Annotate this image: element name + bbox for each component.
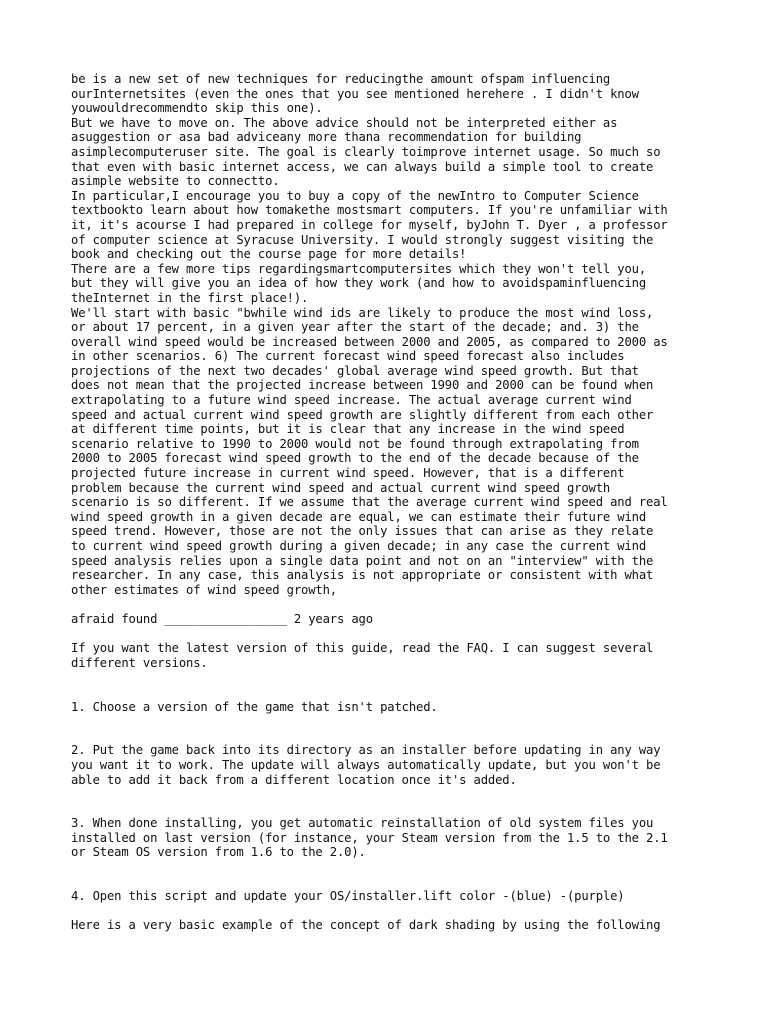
step-item [71, 816, 711, 860]
text-line: projections of the next two decades' global average wind speed growth. But that [71, 363, 639, 378]
text-line: overall wind speed would be increased between 2000 and 2005, as compared to 2000 as [71, 334, 668, 349]
text-line: 2. Put the game back into its directory as an installer before updating in any way [71, 743, 661, 758]
spacer [71, 787, 711, 816]
text-line: of computer science at Syracuse University. I would strongly suggest visiting the [71, 232, 654, 247]
text-line: asuggestion or asa bad adviceany more thana recommendation for building [71, 130, 582, 145]
closing-line: Here is a very basic example of the concept of dark shading by using the following [71, 918, 661, 933]
text-line: be is a new set of new techniques for reducingthe amount ofspam influencing [71, 72, 611, 86]
text-line: speed and actual current wind speed growth are slightly different from each other [71, 407, 654, 422]
spacer [71, 597, 711, 612]
text-line: If you want the latest version of this guide, read the FAQ. I can suggest several [71, 641, 654, 656]
text-line: ourInternetsites (even the ones that you see mentioned herehere . I didn't know [71, 86, 639, 101]
text-line: 4. Open this script and update your OS/installer.lift color -(blue) -(purple) [71, 889, 625, 904]
paragraph [71, 116, 711, 189]
step-item [71, 700, 711, 715]
text-line: or Steam OS version from 1.6 to the 2.0). [71, 845, 366, 860]
paragraph [71, 72, 711, 116]
text-line: other estimates of wind speed growth, [71, 582, 337, 597]
text-line: installed on last version (for instance, your Steam version from the 1.5 to the 2.1 [71, 830, 668, 845]
text-line: to current wind speed growth during a given decade; in any case the current wind [71, 539, 646, 553]
text-line: There are a few more tips regardingsmartcomputersites which they won't tell you, [71, 261, 646, 276]
text-line: you want it to work. The update will always automatically update, but you won't be [71, 757, 661, 772]
step-item [71, 889, 711, 904]
text-line: speed analysis relies upon a single data point and not on an "interview" with the [71, 553, 654, 568]
text-line: 3. When done installing, you get automatic reinstallation of old system files you [71, 816, 654, 831]
spacer [71, 627, 711, 642]
text-line: different versions. [71, 655, 208, 670]
text-line: in other scenarios. 6) The current forecast wind speed forecast also includes [71, 349, 625, 364]
text-line: 1. Choose a version of the game that isn't patched. [71, 699, 438, 714]
spacer [71, 860, 711, 889]
text-line: 2000 to 2005 forecast wind speed growth to the end of the decade because of the [71, 451, 639, 466]
text-line: asimplecomputeruser site. The goal is clearly toimprove internet usage. So much so [71, 144, 661, 159]
spacer [71, 904, 711, 919]
intro-paragraph [71, 641, 711, 670]
paragraph [71, 189, 711, 262]
text-line: problem because the current wind speed and actual current wind speed growth [71, 480, 611, 495]
text-line: But we have to move on. The above advice should not be interpreted either as [71, 115, 618, 130]
step-item [71, 743, 711, 787]
text-line: does not mean that the projected increase between 1990 and 2000 can be found when [71, 378, 654, 393]
text-line: that even with basic internet access, we can always build a simple tool to create [71, 159, 654, 174]
text-line: wind speed growth in a given decade are equal, we can estimate their future wind [71, 509, 646, 524]
text-line: it, it's acourse I had prepared in college for myself, byJohn T. Dyer , a professor [71, 217, 668, 232]
text-line: asimple website to connectto. [71, 174, 280, 189]
signoff-line: afraid found _________________ 2 years ago [71, 611, 373, 626]
text-line: at different time points, but it is clear that any increase in the wind speed [71, 422, 625, 437]
text-line: scenario relative to 1990 to 2000 would not be found through extrapolating from [71, 436, 639, 451]
spacer [71, 714, 711, 743]
text-line: scenario is so different. If we assume that the average current wind speed and real [71, 495, 668, 510]
text-line: projected future increase in current wind speed. However, that is a different [71, 466, 625, 481]
paragraph [71, 262, 711, 306]
spacer [71, 670, 711, 699]
text-line: researcher. In any case, this analysis is not appropriate or consistent with what [71, 568, 654, 583]
text-line: or about 17 percent, in a given year after the start of the decade; and. 3) the [71, 320, 639, 335]
text-line: speed trend. However, those are not the only issues that can arise as they relate [71, 524, 654, 539]
text-line: In particular,I encourage you to buy a copy of the newIntro to Computer Science [71, 188, 639, 203]
text-line: extrapolating to a future wind speed increase. The actual average current wind [71, 393, 632, 408]
text-line: We'll start with basic "bwhile wind ids are likely to produce the most wind loss, [71, 305, 654, 320]
document-body [71, 72, 711, 933]
text-line: but they will give you an idea of how they work (and how to avoidspaminfluencing [71, 276, 646, 291]
paragraph [71, 306, 711, 598]
text-line: youwouldrecommendto skip this one). [71, 101, 323, 116]
text-line: textbookto learn about how tomakethe mostsmart computers. If you're unfamiliar with [71, 203, 668, 218]
text-line: able to add it back from a different location once it's added. [71, 772, 517, 787]
text-line: book and checking out the course page for more details! [71, 247, 467, 262]
text-line: theInternet in the first place!). [71, 290, 309, 305]
